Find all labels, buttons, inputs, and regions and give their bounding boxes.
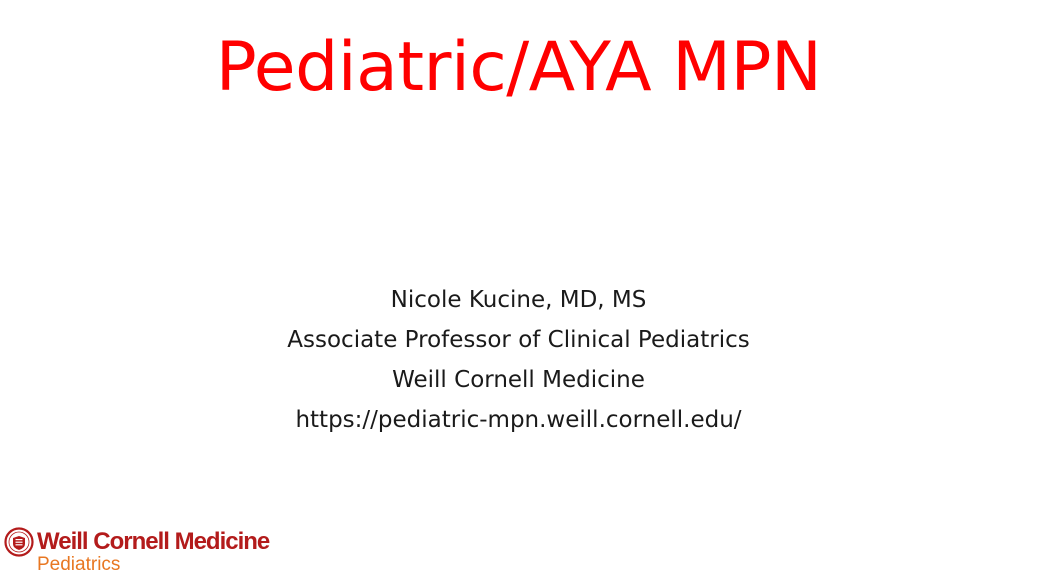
author-block — [0, 280, 1037, 440]
author-website: https://pediatric-mpn.weill.cornell.edu/ — [295, 407, 742, 433]
author-position: Associate Professor of Clinical Pediatrics — [287, 327, 750, 353]
logo-organization: Weill Cornell Medicine — [37, 528, 270, 555]
cornell-seal-icon — [4, 527, 34, 557]
author-name: Nicole Kucine, MD, MS — [390, 287, 647, 313]
author-institution: Weill Cornell Medicine — [392, 367, 645, 393]
slide-title: Pediatric/AYA MPN — [215, 28, 822, 107]
weill-cornell-logo — [4, 527, 304, 575]
logo-department: Pediatrics — [37, 554, 121, 575]
